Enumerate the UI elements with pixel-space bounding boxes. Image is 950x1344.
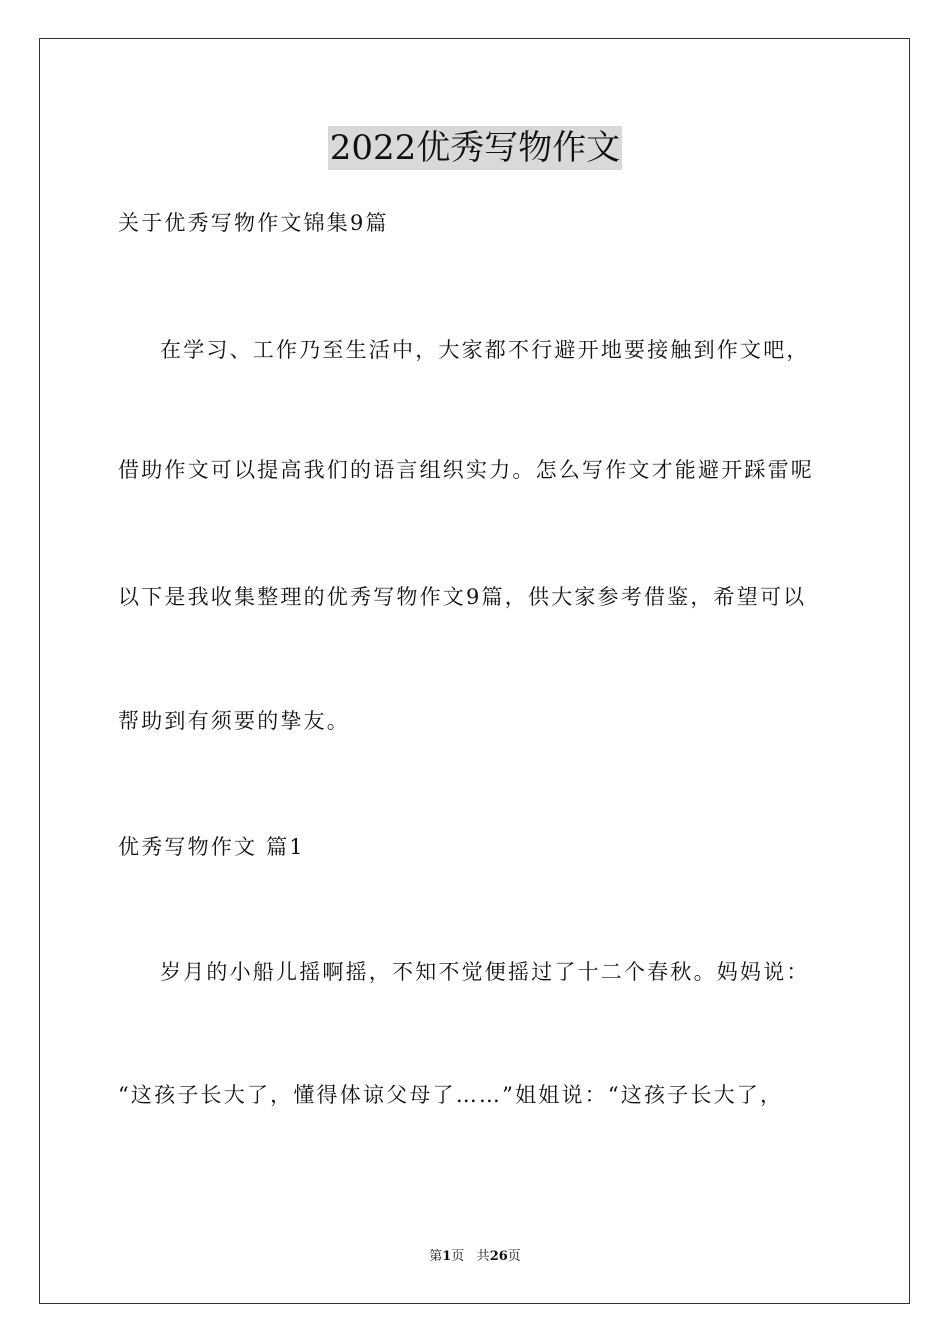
footer-page-suffix: 页 [451, 1249, 465, 1264]
paragraph-line: 以下是我收集整理的优秀写物作文9篇，供大家参考借鉴，希望可以 [118, 585, 807, 609]
document-title: 2022优秀写物作文 [329, 128, 621, 168]
paragraph-line: 在学习、工作乃至生活中，大家都不行避开地要接触到作文吧， [160, 338, 810, 362]
document-subtitle: 关于优秀写物作文锦集9篇 [118, 211, 389, 235]
section-line: 岁月的小船儿摇啊摇，不知不觉便摇过了十二个春秋。妈妈说： [160, 960, 810, 984]
footer-page-number: 1 [442, 1249, 452, 1264]
page-footer [0, 1248, 950, 1266]
footer-total-pages: 26 [489, 1249, 508, 1264]
section-heading: 优秀写物作文 篇1 [118, 835, 305, 859]
title-container [0, 126, 950, 170]
footer-total-suffix: 页 [507, 1249, 521, 1264]
paragraph-line: 借助作文可以提高我们的语言组织实力。怎么写作文才能避开踩雷呢 [118, 458, 814, 482]
footer-page-prefix: 第 [429, 1249, 443, 1264]
footer-total-prefix: 共 [476, 1249, 490, 1264]
section-line: “这孩子长大了，懂得体谅父母了……”姐姐说：“这孩子长大了， [118, 1083, 784, 1107]
paragraph-line: 帮助到有须要的挚友。 [118, 709, 350, 733]
